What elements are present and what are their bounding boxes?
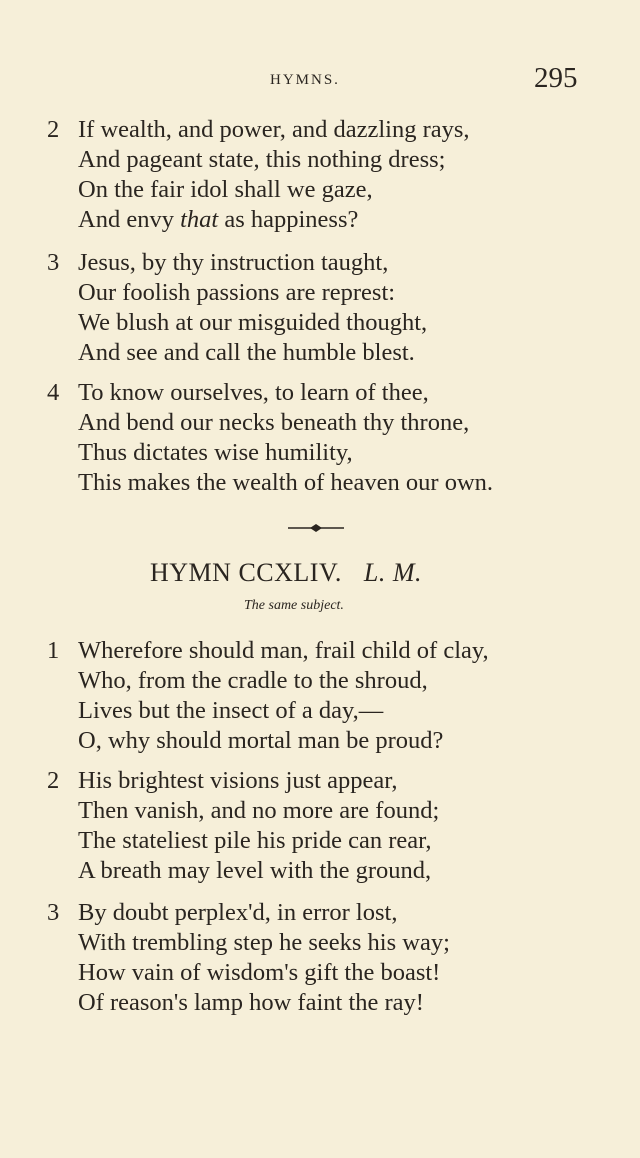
verse-line: Thus dictates wise humility,: [78, 439, 353, 466]
verse-line: Who, from the cradle to the shroud,: [78, 667, 428, 694]
emphasized-word: that: [180, 206, 219, 233]
verse-line: Jesus, by thy instruction taught,: [78, 249, 389, 276]
verse-line: Lives but the insect of a day,—: [78, 697, 384, 724]
verse-number: 2: [47, 116, 60, 143]
verse-line: We blush at our misguided thought,: [78, 309, 428, 336]
verse-line: Then vanish, and no more are found;: [78, 797, 440, 824]
verse-line: To know ourselves, to learn of thee,: [78, 379, 429, 406]
verse-line: On the fair idol shall we gaze,: [78, 176, 373, 203]
verse-line: [78, 205, 358, 235]
verse-number: 3: [47, 899, 60, 926]
verse-line: The stateliest pile his pride can rear,: [78, 827, 432, 854]
verse-number: 1: [47, 637, 60, 664]
verse-number: 4: [47, 379, 60, 406]
verse-line: This makes the wealth of heaven our own.: [78, 469, 494, 496]
verse-line: And bend our necks beneath thy throne,: [78, 409, 470, 436]
verse-line: A breath may level with the ground,: [78, 857, 432, 884]
line-text: as happiness?: [218, 206, 359, 233]
ornament-divider-icon: [288, 522, 344, 534]
verse-line: If wealth, and power, and dazzling rays,: [78, 116, 470, 143]
hymn-meter: L. M.: [363, 558, 422, 587]
verse-line: How vain of wisdom's gift the boast!: [78, 959, 441, 986]
hymn-subtitle: The same subject.: [244, 598, 344, 613]
verse-line: Our foolish passions are represt:: [78, 279, 396, 306]
verse-line: And see and call the humble blest.: [78, 339, 415, 366]
verse-line: Of reason's lamp how faint the ray!: [78, 989, 424, 1016]
running-header: HYMNS.: [270, 72, 340, 88]
verse-line: O, why should mortal man be proud?: [78, 727, 444, 754]
hymn-number: HYMN CCXLIV.: [150, 558, 342, 587]
line-text: And envy: [78, 206, 181, 233]
verse-line: With trembling step he seeks his way;: [78, 929, 450, 956]
page-number: 295: [534, 62, 578, 94]
verse-line: By doubt perplex'd, in error lost,: [78, 899, 398, 926]
verse-number: 3: [47, 249, 60, 276]
hymn-title: [150, 558, 422, 588]
verse-line: Wherefore should man, frail child of clay,: [78, 637, 489, 664]
verse-line: His brightest visions just appear,: [78, 767, 398, 794]
verse-number: 2: [47, 767, 60, 794]
verse-line: And pageant state, this nothing dress;: [78, 146, 446, 173]
